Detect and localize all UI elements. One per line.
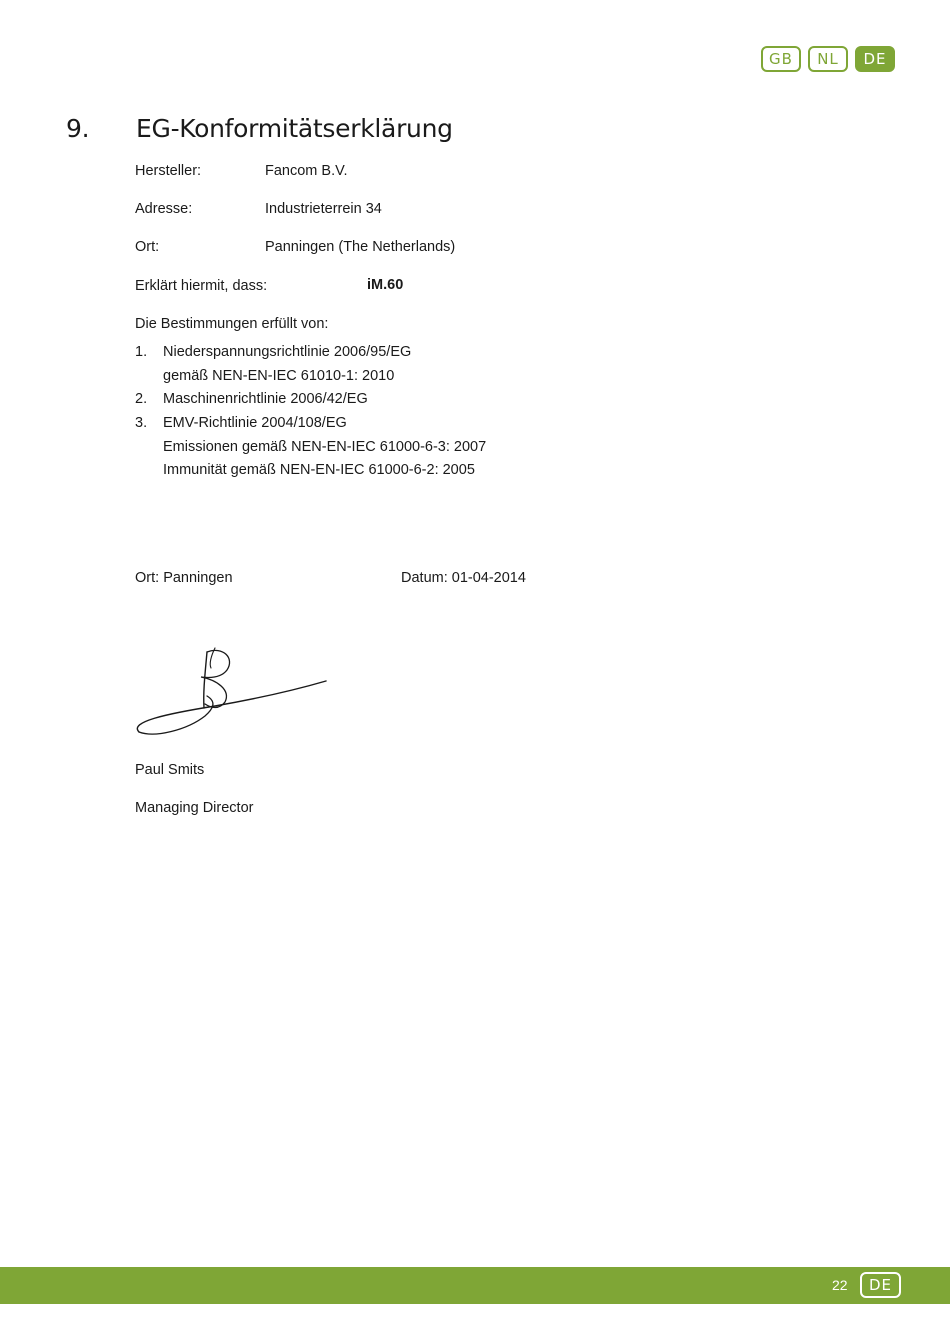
address-label: Adresse: — [135, 201, 193, 217]
requirement-1-detail: gemäß NEN-EN-IEC 61010-1: 2010 — [163, 368, 395, 384]
lang-tab-de[interactable]: DE — [855, 46, 895, 72]
declares-label: Erklärt hiermit, dass: — [135, 278, 268, 294]
requirement-3-text: EMV-Richtlinie 2004/108/EG — [163, 415, 347, 431]
footer-bar — [0, 1267, 950, 1304]
place-value: Panningen (The Netherlands) — [265, 239, 456, 255]
address-value: Industrieterrein 34 — [265, 201, 382, 217]
page-number: 22 — [832, 1277, 848, 1293]
signature-image — [135, 644, 330, 740]
requirements-intro: Die Bestimmungen erfüllt von: — [135, 316, 329, 332]
section-number: 9. — [66, 114, 90, 143]
lang-tab-nl[interactable]: NL — [808, 46, 848, 72]
requirement-1-number: 1. — [135, 344, 148, 360]
manufacturer-label: Hersteller: — [135, 163, 202, 179]
language-tabs — [761, 46, 895, 72]
requirement-3-number: 3. — [135, 415, 148, 431]
manufacturer-value: Fancom B.V. — [265, 163, 348, 179]
lang-tab-gb[interactable]: GB — [761, 46, 801, 72]
requirement-3-detail-emissions: Emissionen gemäß NEN-EN-IEC 61000-6-3: 2007 — [163, 439, 487, 455]
product-name: iM.60 — [367, 277, 404, 293]
section-title: EG-Konformitätserklärung — [136, 114, 453, 143]
place-label: Ort: — [135, 239, 160, 255]
footer-lang-badge: DE — [860, 1272, 901, 1298]
requirement-1-text: Niederspannungsrichtlinie 2006/95/EG — [163, 344, 412, 360]
signer-name: Paul Smits — [135, 762, 205, 778]
requirement-2-text: Maschinenrichtlinie 2006/42/EG — [163, 391, 368, 407]
requirement-2-number: 2. — [135, 391, 148, 407]
signer-title: Managing Director — [135, 800, 254, 816]
sign-place: Ort: Panningen — [135, 570, 233, 586]
sign-date: Datum: 01-04-2014 — [401, 570, 526, 586]
requirement-3-detail-immunity: Immunität gemäß NEN-EN-IEC 61000-6-2: 2005 — [163, 462, 475, 478]
